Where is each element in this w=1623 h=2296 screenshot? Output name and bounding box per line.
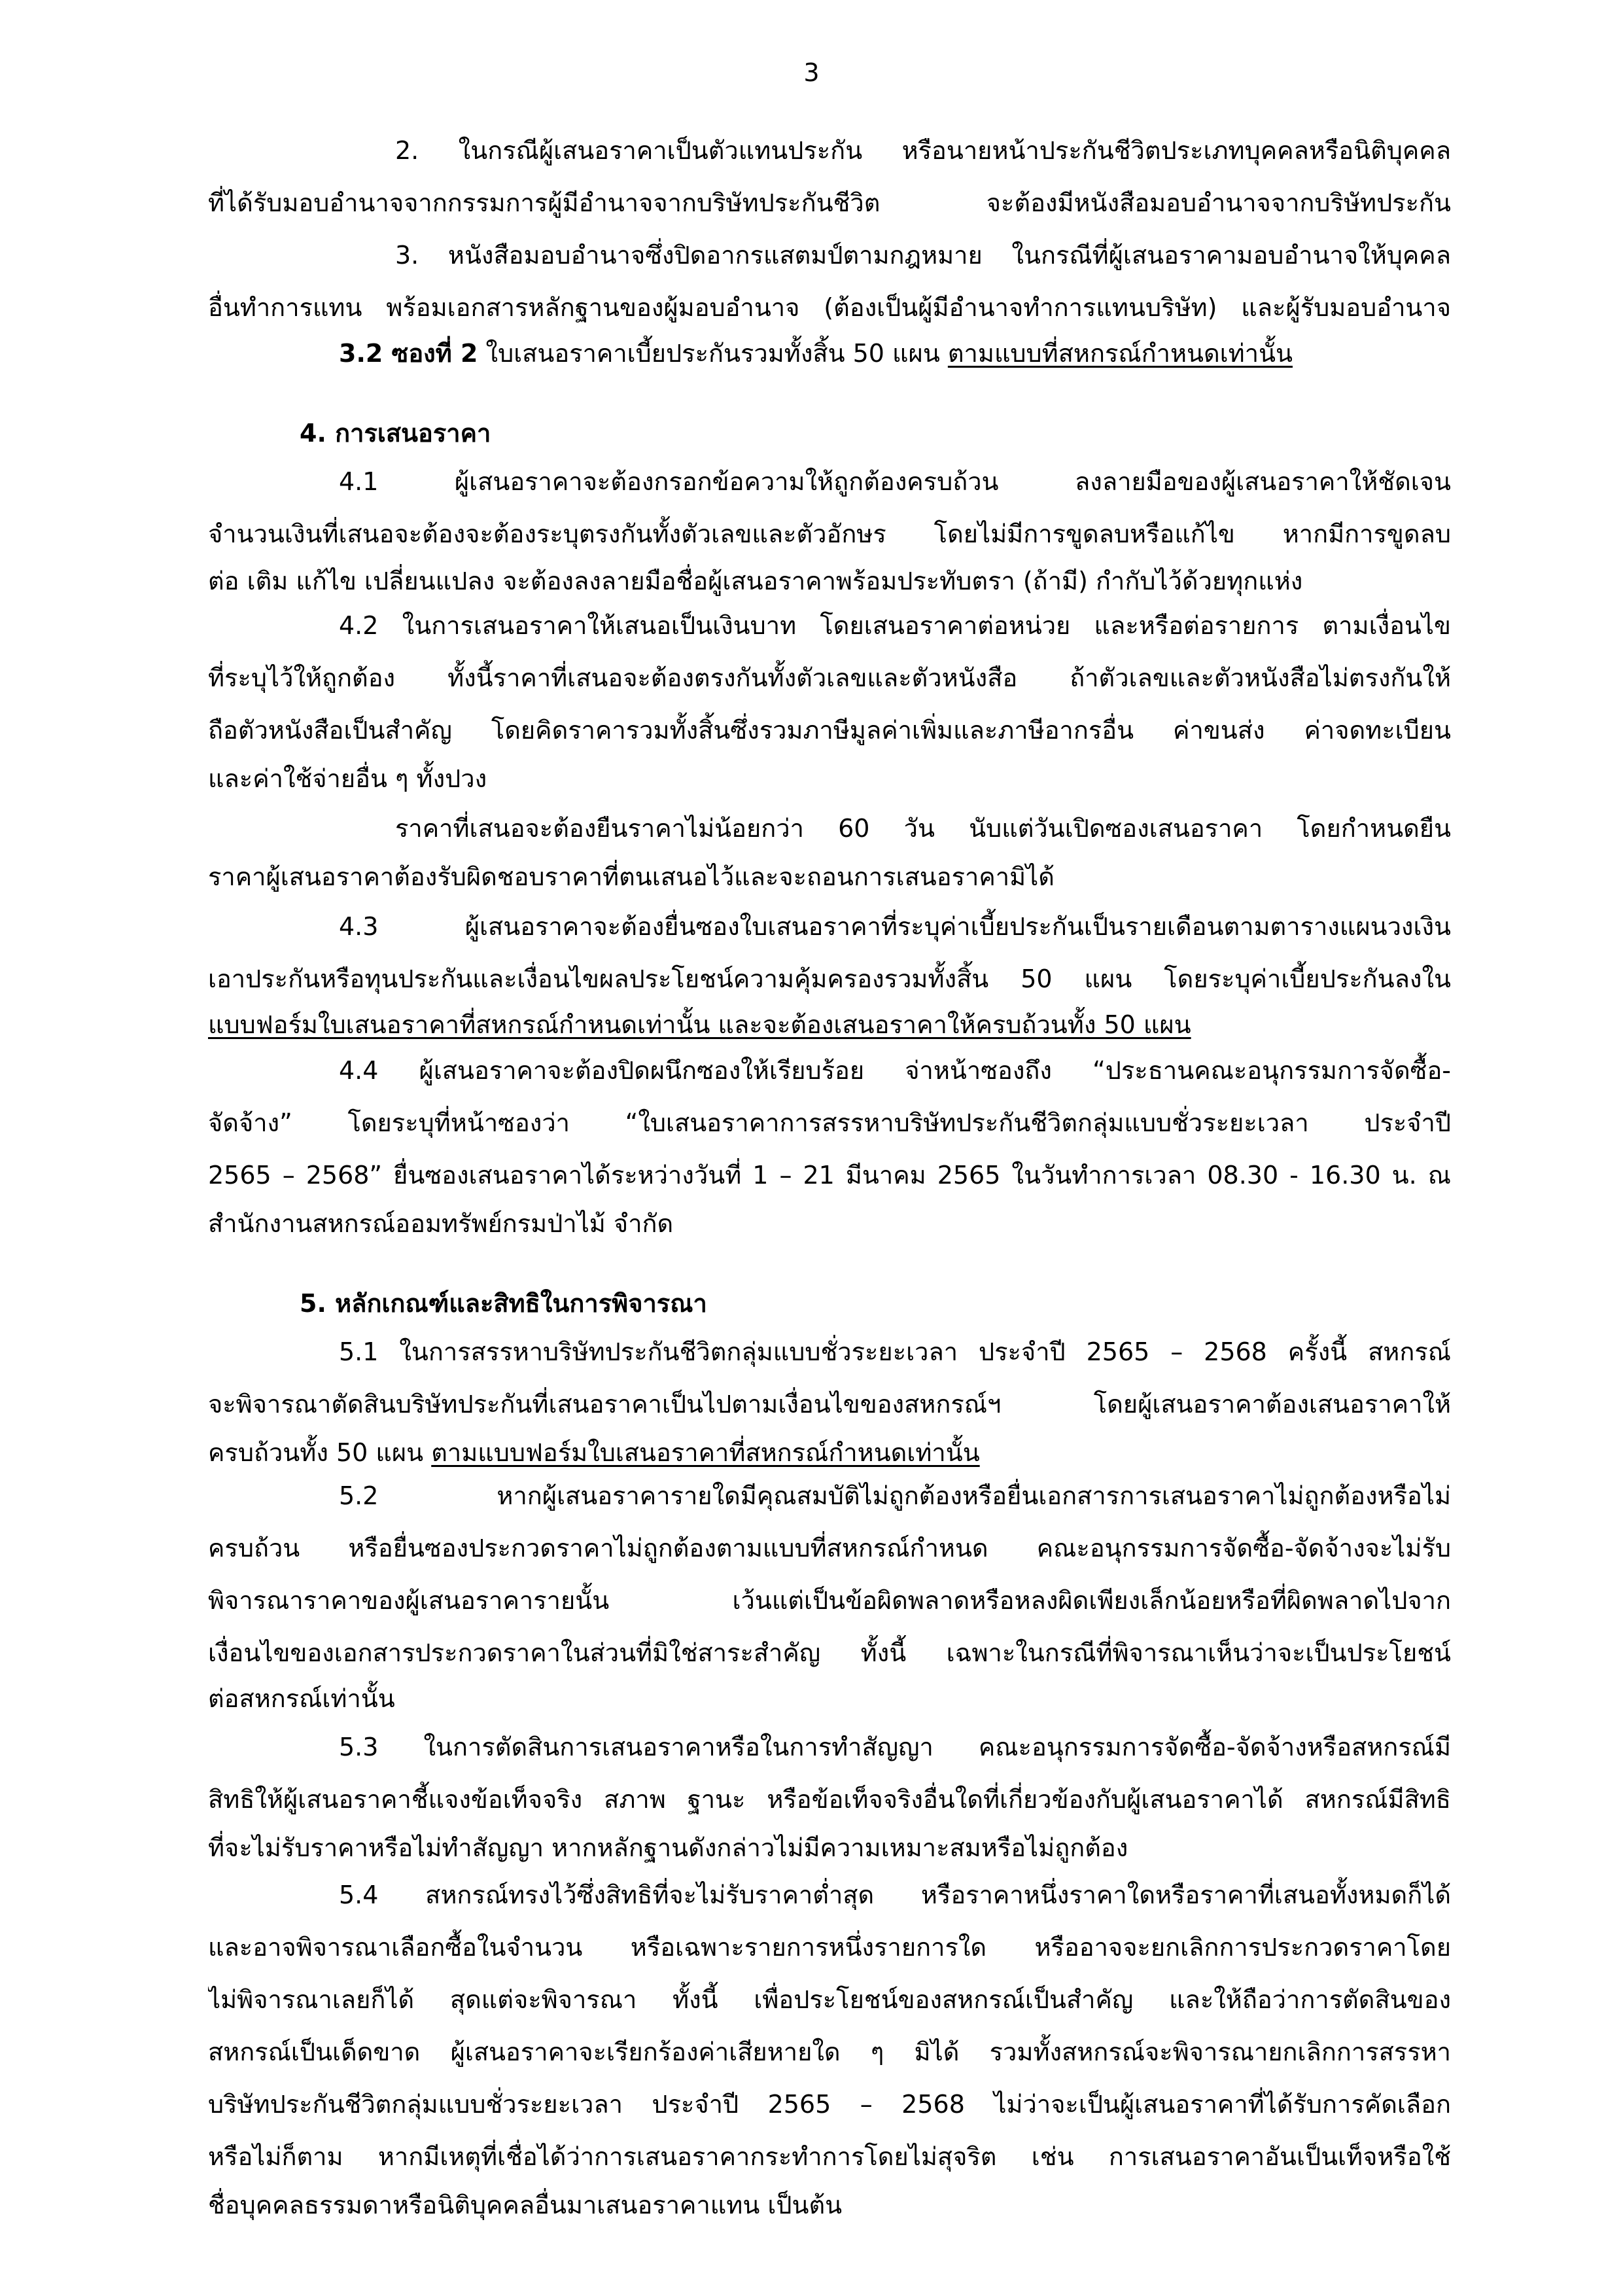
clause-5-1-line: 5.1 ในการสรรหาบริษัทประกันชีวิตกลุ่มแบบชั่วระยะเวลา ประจำปี 2565 – 2568 ครั้งนี้ สหกรณ์ [339, 1337, 1451, 1366]
clause-4-4-line: 2565 – 2568” ยื่นซองเสนอราคาได้ระหว่างวันที่ 1 – 21 มีนาคม 2565 ในวันทำการเวลา 08.30 - 16.30 น. ณ [208, 1161, 1451, 1190]
clause-5-1-line: จะพิจารณาตัดสินบริษัทประกันที่เสนอราคาเป็นไปตามเงื่อนไขของสหกรณ์ฯ โดยผู้เสนอราคาต้องเสนอราคาให้ [208, 1390, 1451, 1419]
clause-4-4-line: สำนักงานสหกรณ์ออมทรัพย์กรมป่าไม้ จำกัด [208, 1209, 674, 1238]
clause-5-4-line: หรือไม่ก็ตาม หากมีเหตุที่เชื่อได้ว่าการเสนอราคากระทำการโดยไม่สุจริต เช่น การเสนอราคาอันเป็นเท็จหรือใช้ [208, 2142, 1451, 2171]
clause-4-2-line: และค่าใช้จ่ายอื่น ๆ ทั้งปวง [208, 764, 487, 793]
clause-5-2-line: 5.2 หากผู้เสนอราคารายใดมีคุณสมบัติไม่ถูกต้องหรือยื่นเอกสารการเสนอราคาไม่ถูกต้องหรือไม่ [339, 1481, 1451, 1510]
clause-5-2-line: ครบถ้วน หรือยื่นซองประกวดราคาไม่ถูกต้องตามแบบที่สหกรณ์กำหนด คณะอนุกรรมการจัดซื้อ-จัดจ้างจะไม่รับ [208, 1534, 1451, 1563]
clause-4-3-line: เอาประกันหรือทุนประกันและเงื่อนไขผลประโยชน์ความคุ้มครองรวมทั้งสิ้น 50 แผน โดยระบุค่าเบี้ยประกันลงใน [208, 964, 1451, 993]
price-validity-line: ราคาผู้เสนอราคาต้องรับผิดชอบราคาที่ตนเสนอไว้และจะถอนการเสนอราคามิได้ [208, 862, 1055, 891]
clause-5-1-underlined-text: ตามแบบฟอร์มใบเสนอราคาที่สหกรณ์กำหนดเท่านั้น [431, 1438, 980, 1467]
clause-3-2 [339, 334, 1451, 373]
clause-3-1-3-line: อื่นทำการแทน พร้อมเอกสารหลักฐานของผู้มอบอำนาจ (ต้องเป็นผู้มีอำนาจทำการแทนบริษัท) และผู้รับมอบอำนาจ [208, 293, 1451, 322]
clause-5-4-line: บริษัทประกันชีวิตกลุ่มแบบชั่วระยะเวลา ประจำปี 2565 – 2568 ไม่ว่าจะเป็นผู้เสนอราคาที่ได้รับการคัดเลือก [208, 2090, 1451, 2119]
clause-3-1-2-line: ที่ได้รับมอบอำนาจจากกรรมการผู้มีอำนาจจากบริษัทประกันชีวิต จะต้องมีหนังสือมอบอำนาจจากบริษัทประกัน [208, 188, 1451, 217]
price-validity-line: ราคาที่เสนอจะต้องยืนราคาไม่น้อยกว่า 60 วัน นับแต่วันเปิดซองเสนอราคา โดยกำหนดยืน [395, 814, 1451, 843]
section-5-heading: 5. หลักเกณฑ์และสิทธิในการพิจารณา [300, 1289, 707, 1318]
clause-5-3-line: 5.3 ในการตัดสินการเสนอราคาหรือในการทำสัญญา คณะอนุกรรมการจัดซื้อ-จัดจ้างหรือสหกรณ์มี [339, 1733, 1451, 1761]
clause-5-2-line: พิจารณาราคาของผู้เสนอราคารายนั้น เว้นแต่เป็นข้อผิดพลาดหรือหลงผิดเพียงเล็กน้อยหรือที่ผิดพลาดไปจาก [208, 1586, 1451, 1615]
clause-4-4-line: 4.4 ผู้เสนอราคาจะต้องปิดผนึกซองให้เรียบร้อย จ่าหน้าซองถึง “ประธานคณะอนุกรรมการจัดซื้อ- [339, 1056, 1451, 1085]
clause-4-1-line: จำนวนเงินที่เสนอจะต้องจะต้องระบุตรงกันทั้งตัวเลขและตัวอักษร โดยไม่มีการขูดลบหรือแก้ไข หากมีการขูดลบ [208, 520, 1451, 548]
clause-5-4-line: และอาจพิจารณาเลือกซื้อในจำนวน หรือเฉพาะรายการหนึ่งรายการใด หรืออาจจะยกเลิกการประกวดราคาโดย [208, 1933, 1451, 1962]
clause-5-2-line: เงื่อนไขของเอกสารประกวดราคาในส่วนที่มิใช่สาระสำคัญ ทั้งนี้ เฉพาะในกรณีที่พิจารณาเห็นว่าจะเป็นประโยชน์ [208, 1638, 1451, 1667]
clause-3-2-text: ใบเสนอราคาเบี้ยประกันรวมทั้งสิ้น 50 แผน [478, 339, 948, 368]
clause-3-2-label: 3.2 ซองที่ 2 [339, 339, 478, 368]
clause-5-1-line [208, 1433, 1451, 1472]
clause-4-2-line: ที่ระบุไว้ให้ถูกต้อง ทั้งนี้ราคาที่เสนอจะต้องตรงกันทั้งตัวเลขและตัวหนังสือ ถ้าตัวเลขและตัวหนังสือไม่ตรงกันให้ [208, 663, 1451, 692]
clause-5-4-line: ชื่อบุคคลธรรมดาหรือนิติบุคคลอื่นมาเสนอราคาแทน เป็นต้น [208, 2191, 843, 2219]
clause-5-4-line: ไม่พิจารณาเลยก็ได้ สุดแต่จะพิจารณา ทั้งนี้ เพื่อประโยชน์ของสหกรณ์เป็นสำคัญ และให้ถือว่าการตัดสินของ [208, 1985, 1451, 2014]
clause-5-4-line: สหกรณ์เป็นเด็ดขาด ผู้เสนอราคาจะเรียกร้องค่าเสียหายใด ๆ มิได้ รวมทั้งสหกรณ์จะพิจารณายกเลิกการสรรหา [208, 2038, 1451, 2066]
clause-5-3-line: ที่จะไม่รับราคาหรือไม่ทำสัญญา หากหลักฐานดังกล่าวไม่มีความเหมาะสมหรือไม่ถูกต้อง [208, 1833, 1128, 1862]
clause-4-4-line: จัดจ้าง” โดยระบุที่หน้าซองว่า “ใบเสนอราคาการสรรหาบริษัทประกันชีวิตกลุ่มแบบชั่วระยะเวลา ประจำปี [208, 1108, 1451, 1137]
clause-4-1-line: ต่อ เติม แก้ไข เปลี่ยนแปลง จะต้องลงลายมือชื่อผู้เสนอราคาพร้อมประทับตรา (ถ้ามี) กำกับไว้ด้วยทุกแห่ง [208, 567, 1303, 595]
clause-4-1-line: 4.1 ผู้เสนอราคาจะต้องกรอกข้อความให้ถูกต้องครบถ้วน ลงลายมือของผู้เสนอราคาให้ชัดเจน [339, 467, 1451, 496]
clause-5-1-text: ครบถ้วนทั้ง 50 แผน [208, 1438, 432, 1467]
clause-4-2-line: 4.2 ในการเสนอราคาให้เสนอเป็นเงินบาท โดยเสนอราคาต่อหน่วย และหรือต่อรายการ ตามเงื่อนไข [339, 611, 1451, 640]
page-number: 3 [803, 58, 820, 87]
clause-5-3-line: สิทธิให้ผู้เสนอราคาชี้แจงข้อเท็จจริง สภาพ ฐานะ หรือข้อเท็จจริงอื่นใดที่เกี่ยวข้องกับผู้เสนอราคาได้ สหกรณ์มีสิทธิ [208, 1785, 1451, 1814]
clause-4-2-line: ถือตัวหนังสือเป็นสำคัญ โดยคิดราคารวมทั้งสิ้นซึ่งรวมภาษีมูลค่าเพิ่มและภาษีอากรอื่น ค่าขนส่ง ค่าจดทะเบียน [208, 716, 1451, 745]
clause-3-2-underlined-text: ตามแบบที่สหกรณ์กำหนดเท่านั้น [947, 339, 1293, 368]
clause-4-3-underlined-line: แบบฟอร์มใบเสนอราคาที่สหกรณ์กำหนดเท่านั้น และจะต้องเสนอราคาให้ครบถ้วนทั้ง 50 แผน [208, 1010, 1191, 1039]
clause-5-2-line: ต่อสหกรณ์เท่านั้น [208, 1684, 395, 1713]
clause-5-4-line: 5.4 สหกรณ์ทรงไว้ซึ่งสิทธิที่จะไม่รับราคาต่ำสุด หรือราคาหนึ่งราคาใดหรือราคาที่เสนอทั้งหมดก็ได้ [339, 1881, 1451, 1909]
clause-3-1-3-line: 3. หนังสือมอบอำนาจซึ่งปิดอากรแสตมป์ตามกฎหมาย ในกรณีที่ผู้เสนอราคามอบอำนาจให้บุคคล [395, 241, 1451, 270]
clause-3-1-2-line: 2. ในกรณีผู้เสนอราคาเป็นตัวแทนประกัน หรือนายหน้าประกันชีวิตประเภทบุคคลหรือนิติบุคคล [395, 136, 1451, 165]
section-4-heading: 4. การเสนอราคา [300, 419, 491, 448]
clause-4-3-line: 4.3 ผู้เสนอราคาจะต้องยื่นซองใบเสนอราคาที่ระบุค่าเบี้ยประกันเป็นรายเดือนตามตารางแผนวงเงิน [339, 912, 1451, 941]
